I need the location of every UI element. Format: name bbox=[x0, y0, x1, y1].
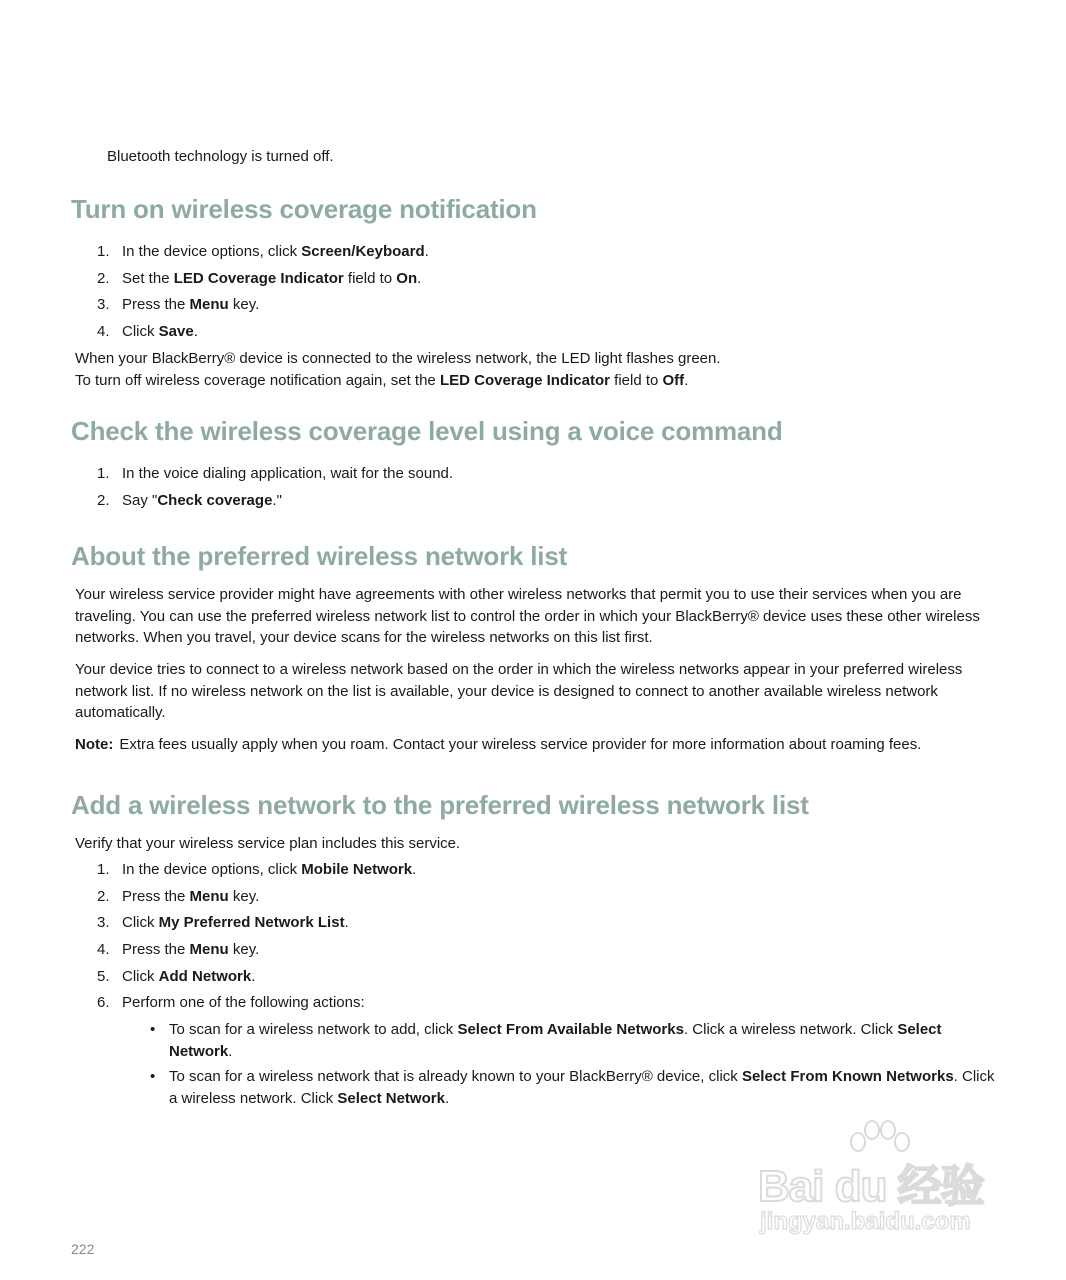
intro-text: Bluetooth technology is turned off. bbox=[107, 148, 334, 165]
watermark-logo: Bai du 经验 bbox=[758, 1162, 984, 1211]
list-item: 1. In the device options, click Screen/Keyboard. bbox=[97, 243, 429, 260]
list-item: 2. Say "Check coverage." bbox=[97, 491, 282, 509]
list-item: 1. In the device options, click Mobile Network. bbox=[97, 861, 417, 878]
steps-list-coverage-notification bbox=[97, 242, 429, 349]
list-item: 4. Click Save. bbox=[97, 323, 198, 341]
list-item: 1. In the voice dialing application, wait for the sound. bbox=[97, 465, 454, 482]
baidu-watermark bbox=[752, 1120, 1012, 1240]
led-behavior-text: When your BlackBerry® device is connected to the wireless network, the LED light flashes green. bbox=[75, 350, 721, 367]
paragraph-agreements: Your wireless service provider might have agreements with other wireless networks that permit you to use their services when you are traveling. You can use the preferred wireless network list to control the order in which your BlackBerry® device uses these other wireless networks. When you travel, your device scans for the wireless networks on this list first. bbox=[75, 586, 980, 646]
bullet-item: • To scan for a wireless network that is already known to your BlackBerry® device, click Select From Known Networks. Click a wireless network. Click Select Network. bbox=[150, 1068, 995, 1107]
paragraph-connection-order: Your device tries to connect to a wireless network based on the order in which the wireless networks appear in your preferred wireless network list. If no wireless network on the list is available, your device is designed to connect to another available wireless network automatically. bbox=[75, 661, 963, 721]
bullet-item: • To scan for a wireless network to add, click Select From Available Networks. Click a wireless network. Click Select Network. bbox=[150, 1021, 942, 1060]
turn-off-instructions: To turn off wireless coverage notification again, set the LED Coverage Indicator field to Off. bbox=[75, 372, 689, 389]
heading-wireless-coverage-notification: Turn on wireless coverage notification bbox=[71, 194, 537, 224]
heading-voice-command: Check the wireless coverage level using a voice command bbox=[71, 416, 783, 446]
actions-bullet-list bbox=[150, 1019, 1000, 1113]
list-item: 5. Click Add Network. bbox=[97, 967, 256, 985]
list-item: 2. Set the LED Coverage Indicator field to On. bbox=[97, 269, 422, 287]
note: Note: Extra fees usually apply when you roam. Contact your wireless service provider for more information about roaming fees. bbox=[75, 736, 922, 753]
heading-preferred-network-list: About the preferred wireless network list bbox=[71, 541, 568, 571]
list-item: 3. Press the Menu key. bbox=[97, 296, 260, 314]
watermark-url: jingyan.baidu.com bbox=[760, 1208, 971, 1235]
page-number: 222 bbox=[71, 1241, 95, 1257]
list-item: 4. Press the Menu key. bbox=[97, 941, 260, 959]
steps-list-add-network bbox=[97, 860, 416, 1020]
steps-list-voice-command bbox=[97, 464, 453, 517]
list-item: 3. Click My Preferred Network List. bbox=[97, 914, 349, 932]
heading-add-wireless-network: Add a wireless network to the preferred wireless network list bbox=[71, 790, 809, 820]
list-item: 6. Perform one of the following actions: bbox=[97, 994, 365, 1012]
list-item: 2. Press the Menu key. bbox=[97, 887, 260, 905]
prerequisite-text: Verify that your wireless service plan includes this service. bbox=[75, 835, 461, 852]
